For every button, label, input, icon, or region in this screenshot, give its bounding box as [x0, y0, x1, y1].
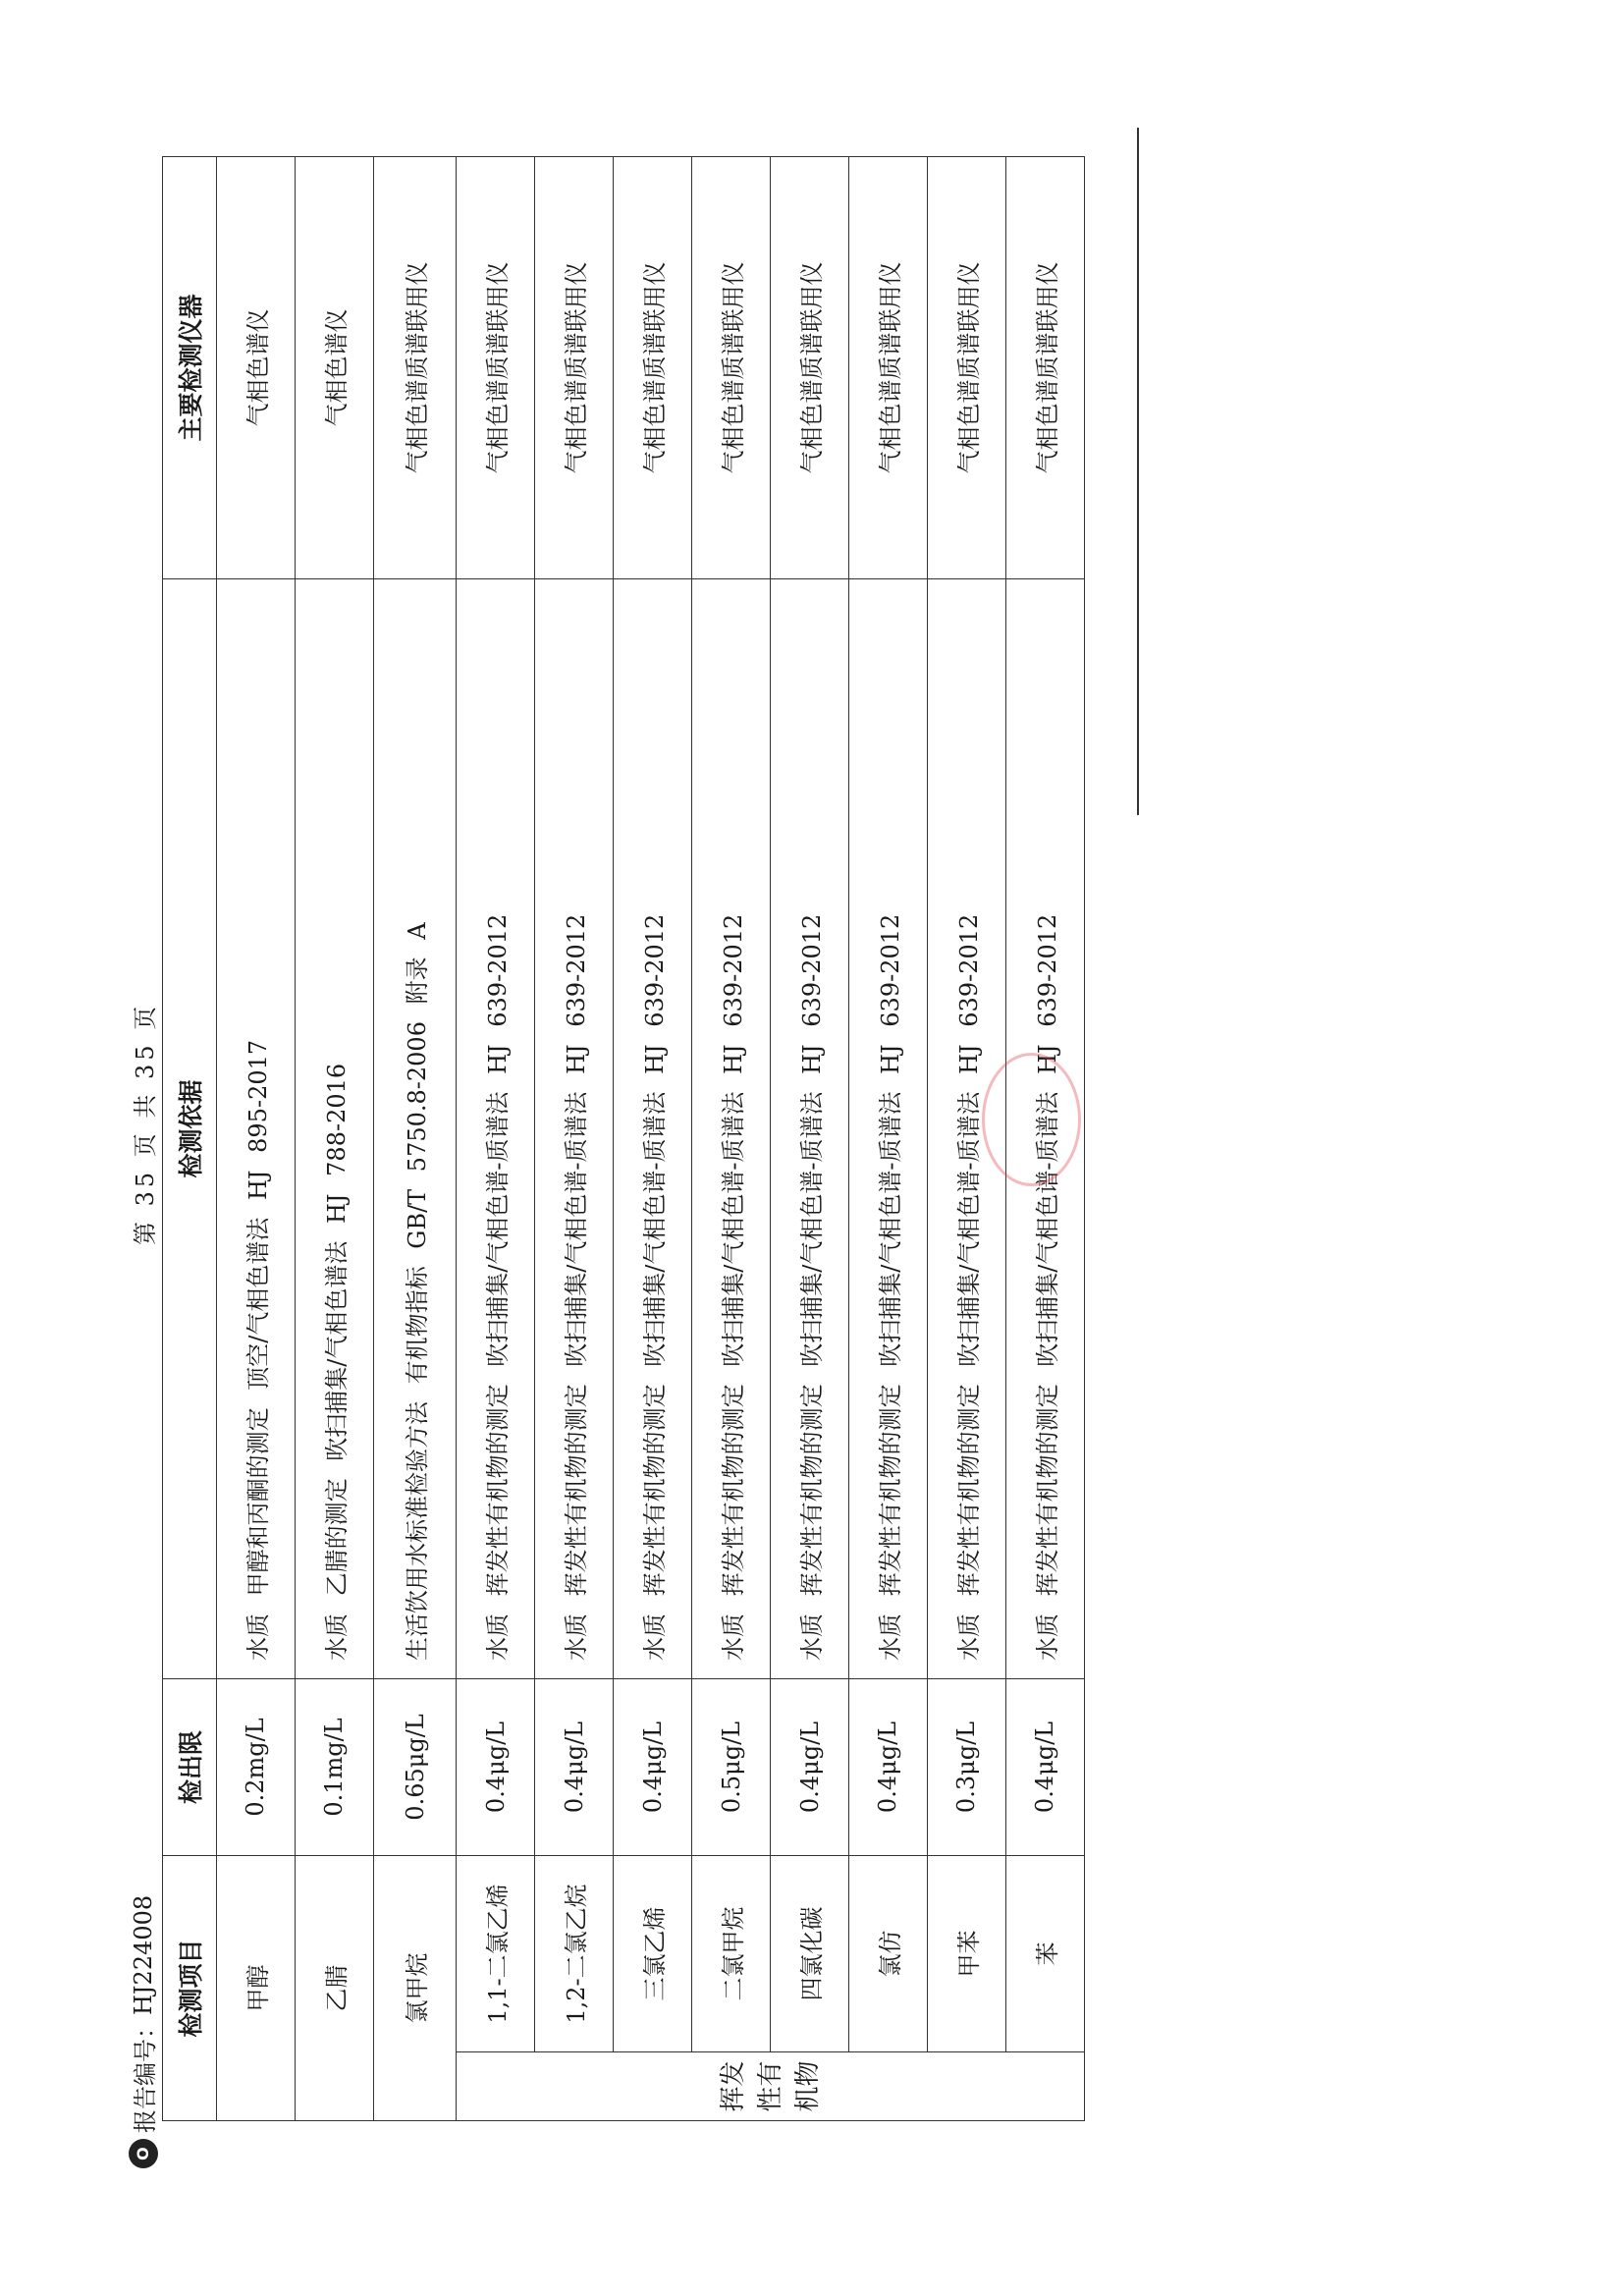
- table-row: [771, 156, 849, 2120]
- item-cell: 甲苯: [927, 1855, 1005, 2051]
- instrument-cell: 气相色谱仪: [217, 156, 296, 578]
- header-limit: 检出限: [163, 1678, 217, 1855]
- table-row: [373, 156, 456, 2120]
- instrument-cell: 气相色谱质谱联用仪: [927, 156, 1005, 578]
- instrument-cell: 气相色谱质谱联用仪: [1005, 156, 1084, 578]
- item-cell: 甲醇: [217, 1855, 296, 2120]
- basis-cell: 水质 挥发性有机物的测定 吹扫捕集/气相色谱-质谱法 HJ 639-2012: [927, 578, 1005, 1678]
- category-cell: 挥发性有机物: [457, 2052, 1085, 2121]
- limit-cell: 0.4μg/L: [849, 1678, 928, 1855]
- basis-cell: 水质 乙腈的测定 吹扫捕集/气相色谱法 HJ 788-2016: [295, 578, 373, 1678]
- report-number-label: 报告编号：: [132, 2015, 159, 2133]
- limit-cell: 0.2mg/L: [217, 1678, 296, 1855]
- header-basis: 检测依据: [163, 578, 217, 1678]
- report-number-header: [126, 1895, 160, 2168]
- basis-cell: 水质 挥发性有机物的测定 吹扫捕集/气相色谱-质谱法 HJ 639-2012: [535, 578, 614, 1678]
- limit-cell: 0.1mg/L: [295, 1678, 373, 1855]
- basis-cell: 水质 挥发性有机物的测定 吹扫捕集/气相色谱-质谱法 HJ 639-2012: [457, 578, 535, 1678]
- basis-cell: 水质 挥发性有机物的测定 吹扫捕集/气相色谱-质谱法 HJ 639-2012: [614, 578, 692, 1678]
- instrument-cell: 气相色谱质谱联用仪: [849, 156, 928, 578]
- item-cell: 氯甲烷: [373, 1855, 456, 2120]
- basis-cell: 水质 挥发性有机物的测定 吹扫捕集/气相色谱-质谱法 HJ 639-2012: [1005, 578, 1084, 1678]
- item-cell: 二氯甲烷: [692, 1855, 771, 2051]
- report-number-value: HJ224008: [129, 1894, 157, 2015]
- instrument-cell: 气相色谱质谱联用仪: [457, 156, 535, 578]
- instrument-cell: 气相色谱质谱联用仪: [771, 156, 849, 578]
- limit-cell: 0.4μg/L: [457, 1678, 535, 1855]
- item-cell: 氯仿: [849, 1855, 928, 2051]
- instrument-cell: 气相色谱质谱联用仪: [614, 156, 692, 578]
- table-row: [535, 156, 614, 2120]
- limit-cell: 0.3μg/L: [927, 1678, 1005, 1855]
- item-cell: 乙腈: [295, 1855, 373, 2120]
- basis-cell: 水质 挥发性有机物的测定 吹扫捕集/气相色谱-质谱法 HJ 639-2012: [849, 578, 928, 1678]
- limit-cell: 0.4μg/L: [614, 1678, 692, 1855]
- table-row: [457, 156, 535, 2120]
- bottom-rule: [1137, 128, 1139, 815]
- page-indicator: 第 35 页 共 35 页: [132, 1002, 159, 1245]
- item-cell: 苯: [1005, 1855, 1084, 2051]
- basis-cell: 水质 甲醇和丙酮的测定 顶空/气相色谱法 HJ 895-2017: [217, 578, 296, 1678]
- table-row: [295, 156, 373, 2120]
- limit-cell: 0.4μg/L: [771, 1678, 849, 1855]
- limit-cell: 0.5μg/L: [692, 1678, 771, 1855]
- limit-cell: 0.4μg/L: [535, 1678, 614, 1855]
- item-cell: 1,2-二氯乙烷: [535, 1855, 614, 2051]
- table-row: [217, 156, 296, 2120]
- basis-cell: 水质 挥发性有机物的测定 吹扫捕集/气相色谱-质谱法 HJ 639-2012: [771, 578, 849, 1678]
- table-row: [692, 156, 771, 2120]
- instrument-cell: 气相色谱质谱联用仪: [692, 156, 771, 578]
- detection-methods-table: [162, 156, 1085, 2121]
- instrument-cell: 气相色谱仪: [295, 156, 373, 578]
- item-cell: 1,1-二氯乙烯: [457, 1855, 535, 2051]
- table-row: [614, 156, 692, 2120]
- item-cell: 三氯乙烯: [614, 1855, 692, 2051]
- instrument-cell: 气相色谱质谱联用仪: [373, 156, 456, 578]
- limit-cell: 0.65μg/L: [373, 1678, 456, 1855]
- table-row: [849, 156, 928, 2120]
- faint-seal-stamp: [982, 1053, 1081, 1186]
- item-cell: 四氯化碳: [771, 1855, 849, 2051]
- table-header-row: [163, 156, 217, 2120]
- basis-cell: 生活饮用水标准检验方法 有机物指标 GB/T 5750.8-2006 附录 A: [373, 578, 456, 1678]
- instrument-cell: 气相色谱质谱联用仪: [535, 156, 614, 578]
- header-item: 检测项目: [163, 1855, 217, 2120]
- header-instrument: 主要检测仪器: [163, 156, 217, 578]
- basis-cell: 水质 挥发性有机物的测定 吹扫捕集/气相色谱-质谱法 HJ 639-2012: [692, 578, 771, 1678]
- limit-cell: 0.4μg/L: [1005, 1678, 1084, 1855]
- company-logo-icon: O: [129, 2139, 158, 2168]
